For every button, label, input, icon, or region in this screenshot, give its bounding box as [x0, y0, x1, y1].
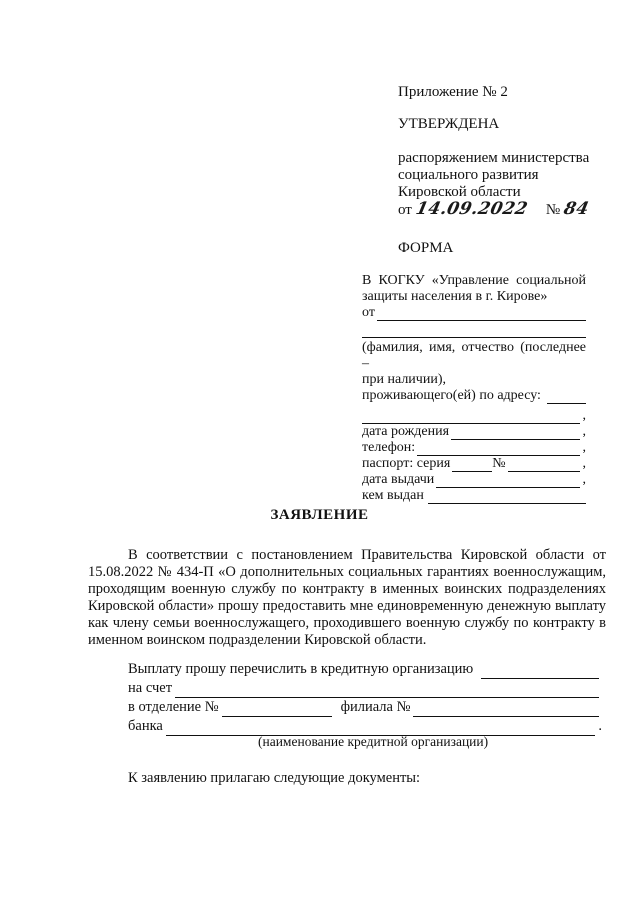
- issued-by-label: кем выдан: [362, 488, 424, 503]
- account-label: на счет: [128, 680, 173, 696]
- payment-block: [128, 660, 602, 736]
- comma: ,: [582, 456, 586, 471]
- approval-block: [398, 84, 598, 257]
- bank-end: .: [598, 718, 602, 734]
- comma: ,: [582, 440, 586, 455]
- approved-stamp: УТВЕРЖДЕНА: [398, 116, 500, 132]
- order-date-line: [398, 201, 598, 219]
- comma: ,: [582, 408, 586, 423]
- order-from-label: от: [398, 202, 412, 218]
- fio-hint-2: при наличии),: [362, 372, 446, 387]
- branch-label: в отделение №: [128, 699, 219, 715]
- passport-series-field[interactable]: [452, 459, 492, 472]
- phone-field[interactable]: [417, 443, 580, 456]
- account-row: [128, 679, 602, 698]
- issue-date-field[interactable]: [436, 475, 580, 488]
- account-field[interactable]: [175, 683, 599, 698]
- branch-field[interactable]: [222, 702, 332, 717]
- recipient-line-2: защиты населения в г. Кирове»: [362, 289, 548, 304]
- branch-row: [128, 698, 602, 717]
- fio-row: [362, 325, 586, 338]
- order-number-label: №: [545, 202, 561, 218]
- order-line-3: Кировской области: [398, 184, 521, 200]
- statement-text: В соответствии с постановлением Правительства Кировской области от 15.08.2022 № 434-П «О дополнительных социальных гарантиях военнослужащим, проходящим военную службу по контракту в именных воинских подразделениях Кировской области» прошу предоставить мне единовременную денежную выплату как члену семьи военнослужащего, проходившего военную службу по контракту в именном воинском подразделении Кировской области.: [88, 547, 606, 648]
- order-date-handwritten: 14.09.2022: [413, 199, 530, 219]
- address-field[interactable]: [547, 391, 586, 404]
- transfer-row: [128, 660, 602, 679]
- statement-body: [88, 547, 606, 649]
- recipient-block: [362, 273, 586, 504]
- issue-date-label: дата выдачи: [362, 472, 435, 487]
- issued-by-field[interactable]: [428, 491, 586, 504]
- phone-label: телефон:: [362, 440, 416, 455]
- birth-field[interactable]: [451, 427, 580, 440]
- filial-label: филиала №: [340, 699, 411, 715]
- from-row: [362, 305, 586, 321]
- order-line-2: социального развития: [398, 167, 539, 183]
- address-label: проживающего(ей) по адресу:: [362, 388, 541, 403]
- phone-row: [362, 440, 586, 456]
- credit-org-field[interactable]: [481, 664, 599, 679]
- statement-title: ЗАЯВЛЕНИЕ: [270, 507, 369, 523]
- filial-field[interactable]: [413, 702, 599, 717]
- comma: ,: [582, 424, 586, 439]
- address-row: [362, 388, 586, 404]
- from-label: от: [362, 305, 375, 320]
- form-heading: ФОРМА: [398, 240, 454, 256]
- appendix-number: Приложение № 2: [398, 84, 508, 100]
- passport-series-label: паспорт: серия: [362, 456, 451, 471]
- fio-hint-1: (фамилия, имя, отчество (последнее –: [362, 340, 586, 371]
- bank-caption: (наименование кредитной организации): [258, 734, 489, 749]
- transfer-label: Выплату прошу перечислить в кредитную организацию: [128, 661, 474, 677]
- passport-row: [362, 456, 586, 472]
- issued-by-row: [362, 488, 586, 504]
- passport-number-field[interactable]: [508, 459, 580, 472]
- passport-number-label: №: [492, 456, 506, 471]
- comma: ,: [582, 472, 586, 487]
- issue-date-row: [362, 472, 586, 488]
- birth-row: [362, 424, 586, 440]
- fio-field[interactable]: [362, 325, 586, 338]
- from-field[interactable]: [377, 308, 586, 321]
- birth-label: дата рождения: [362, 424, 450, 439]
- address-field-2[interactable]: [362, 411, 580, 424]
- bank-label: банка: [128, 718, 163, 734]
- order-number-handwritten: 84: [561, 199, 591, 219]
- attachments-label: К заявлению прилагаю следующие документы:: [128, 770, 421, 786]
- order-line-1: распоряжением министерства: [398, 150, 590, 166]
- address-row-2: [362, 408, 586, 424]
- recipient-line-1: В КОГКУ «Управление социальной: [362, 273, 586, 288]
